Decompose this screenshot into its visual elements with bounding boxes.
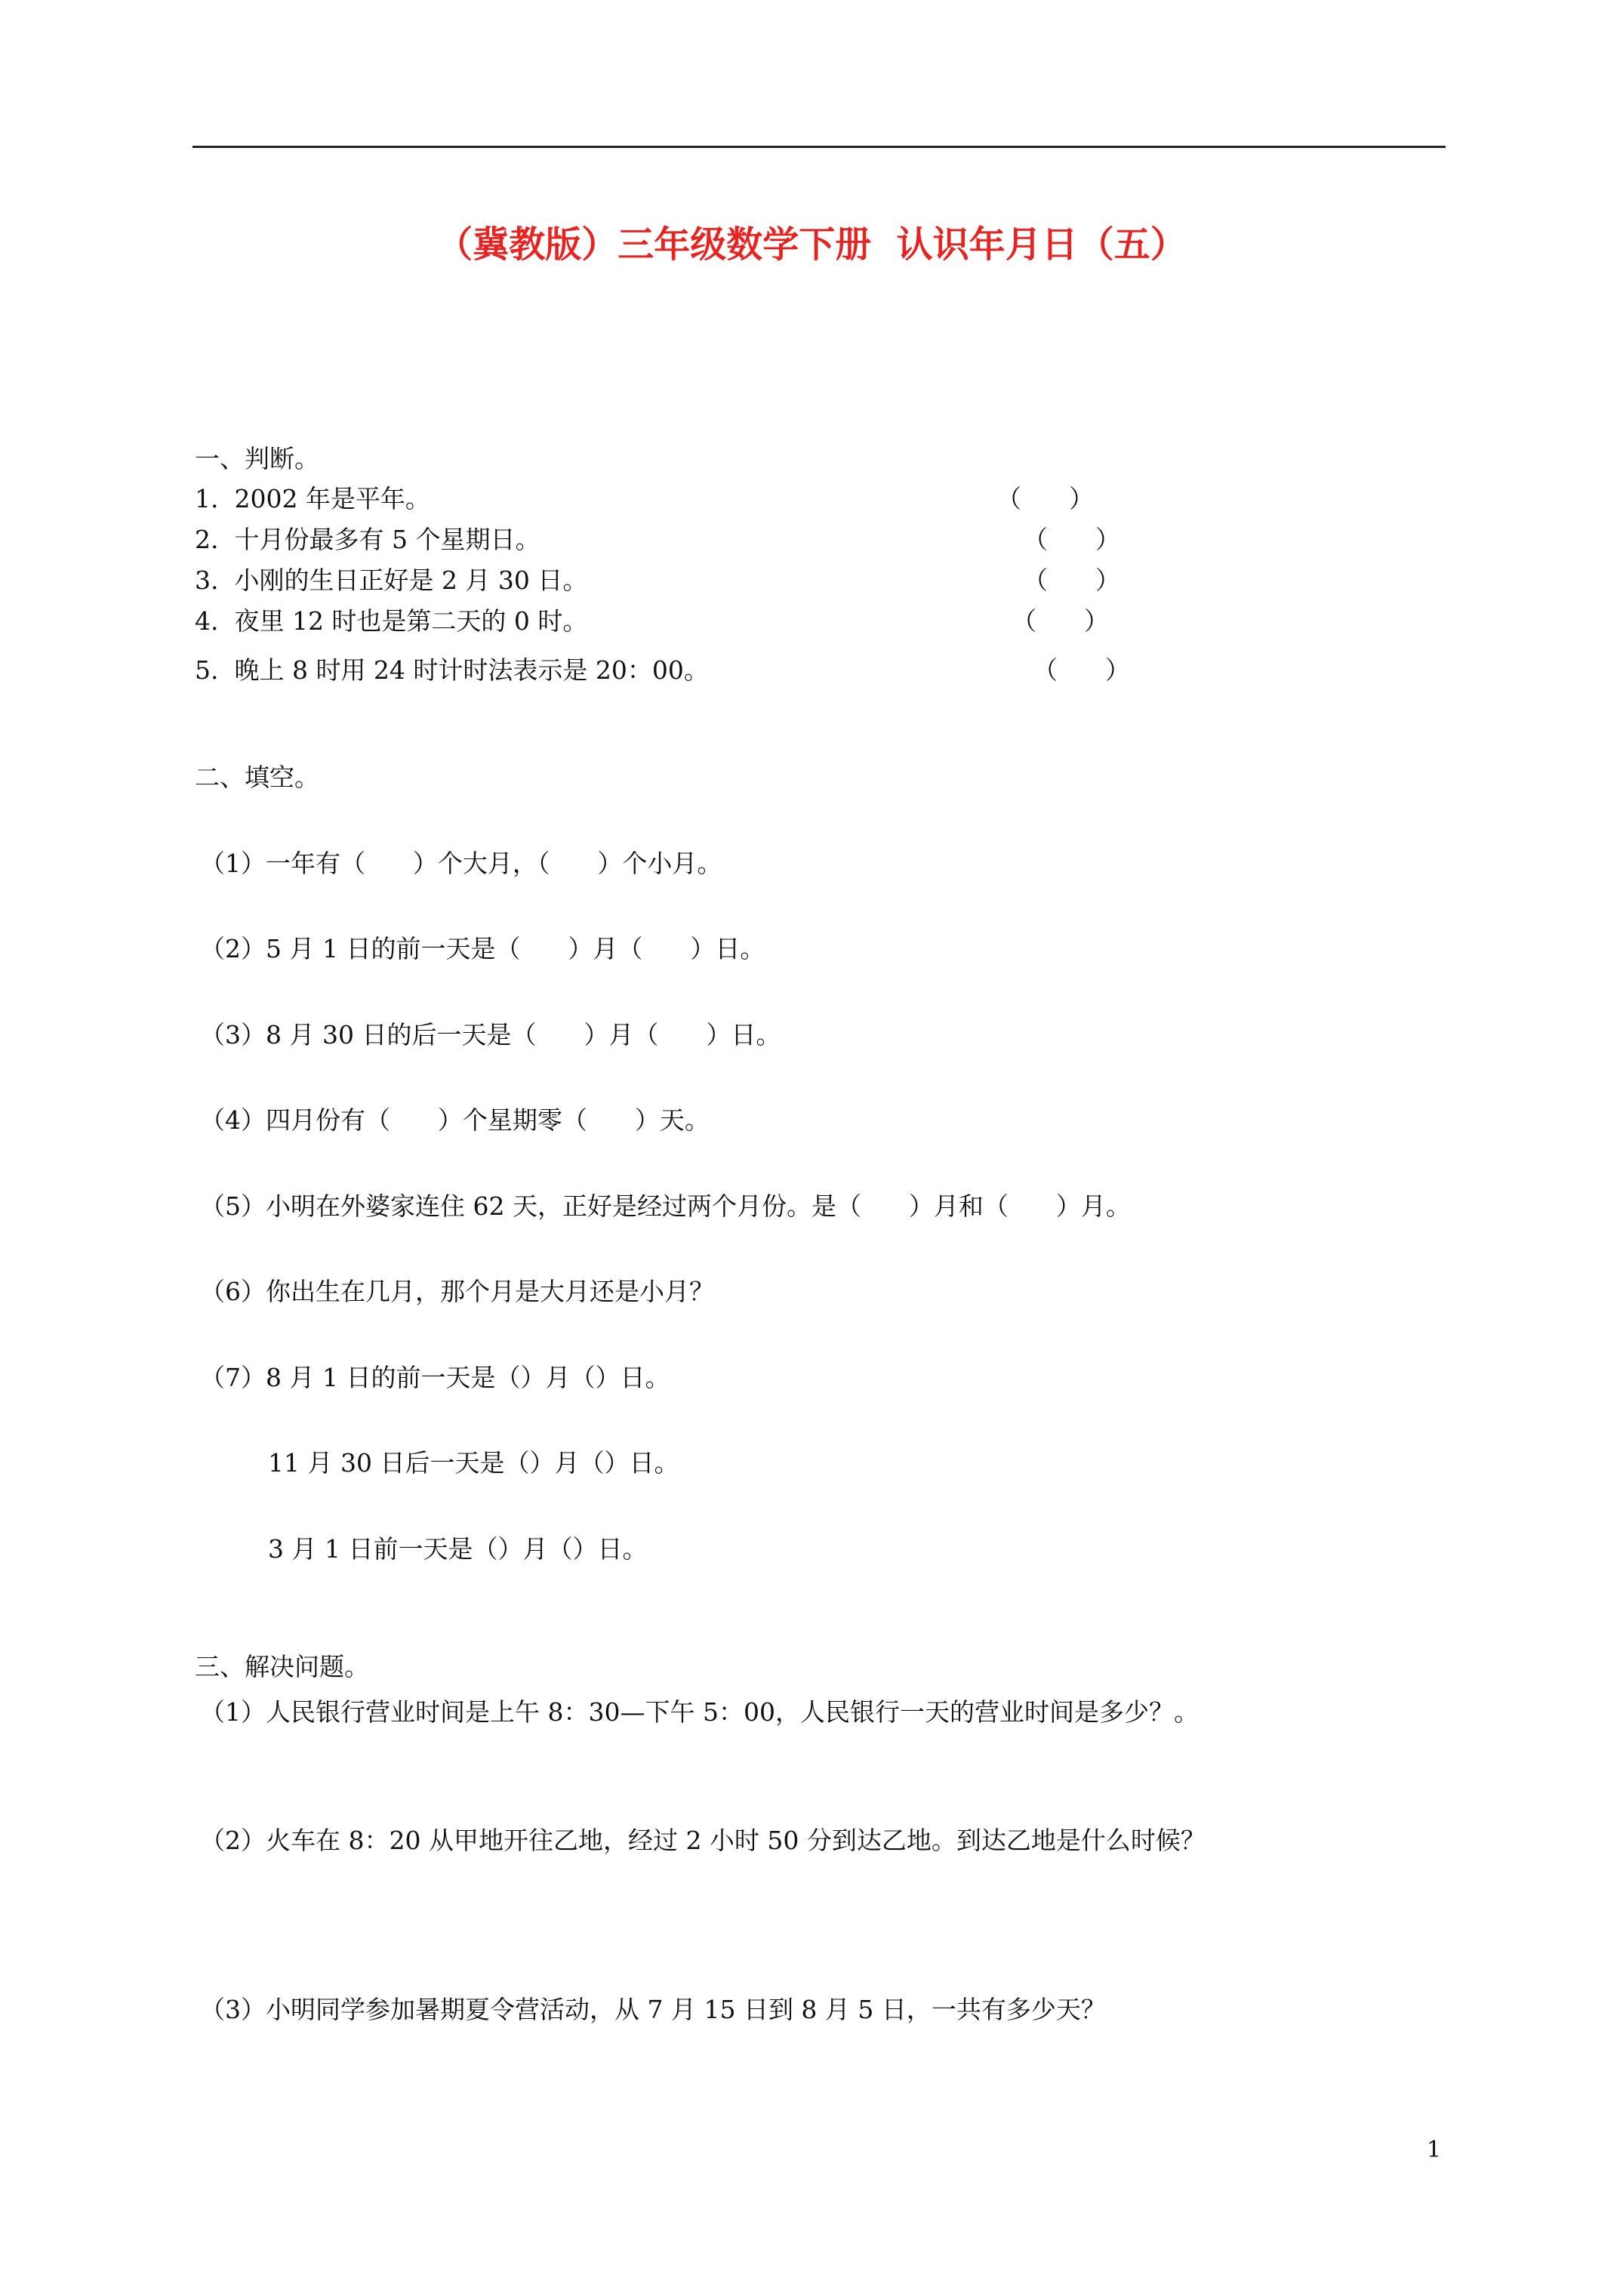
problem-item-1: （1）人民银行营业时间是上午 8：30—下午 5：00，人民银行一天的营业时间是多少？。 (200, 1697, 1199, 1727)
section1-heading: 一、判断。 (195, 444, 319, 473)
section3-heading: 三、解决问题。 (195, 1652, 369, 1681)
fill-item-5: （5）小明在外婆家连住 62 天，正好是经过两个月份。是（ ）月和（ ）月。 (200, 1191, 1131, 1221)
problem-item-2: （2）火车在 8：20 从甲地开往乙地，经过 2 小时 50 分到达乙地。到达乙地是什么时候？ (200, 1826, 1206, 1855)
problem-item-3: （3）小明同学参加暑期夏令营活动，从 7 月 15 日到 8 月 5 日，一共有多少天？ (200, 1995, 1106, 2024)
section2-heading: 二、填空。 (195, 763, 319, 792)
judge-blank-2[interactable]: （ ） (1023, 525, 1120, 554)
page-title: （冀教版）三年级数学下册 认识年月日（五） (436, 223, 1187, 266)
judge-blank-1[interactable]: （ ） (996, 484, 1094, 513)
fill-item-7: （7）8 月 1 日的前一天是（）月（）日。 (200, 1363, 670, 1392)
fill-item-3: （3）8 月 30 日的后一天是（ ）月（ ）日。 (200, 1020, 781, 1049)
header-rule (192, 146, 1446, 148)
judge-blank-4[interactable]: （ ） (1012, 606, 1109, 636)
fill-subitem-1: 11 月 30 日后一天是（）月（）日。 (268, 1448, 679, 1478)
judge-blank-3[interactable]: （ ） (1023, 566, 1120, 595)
fill-item-1: （1）一年有（ ）个大月，（ ）个小月。 (200, 849, 722, 878)
fill-item-4: （4）四月份有（ ）个星期零（ ）天。 (200, 1105, 710, 1135)
fill-subitem-2: 3 月 1 日前一天是（）月（）日。 (268, 1534, 648, 1564)
judge-item-2: 2. 十月份最多有 5 个星期日。 (195, 525, 540, 554)
judge-item-4: 4. 夜里 12 时也是第二天的 0 时。 (195, 606, 588, 636)
fill-item-6: （6）你出生在几月，那个月是大月还是小月？ (200, 1277, 714, 1306)
judge-item-3: 3. 小刚的生日正好是 2 月 30 日。 (195, 566, 588, 595)
judge-item-5: 5. 晚上 8 时用 24 时计时法表示是 20：00。 (195, 655, 709, 685)
fill-item-2: （2）5 月 1 日的前一天是（ ）月（ ）日。 (200, 934, 765, 963)
judge-item-1: 1. 2002 年是平年。 (195, 484, 430, 513)
judge-blank-5[interactable]: （ ） (1033, 655, 1130, 685)
page-number: 1 (1427, 2137, 1442, 2163)
